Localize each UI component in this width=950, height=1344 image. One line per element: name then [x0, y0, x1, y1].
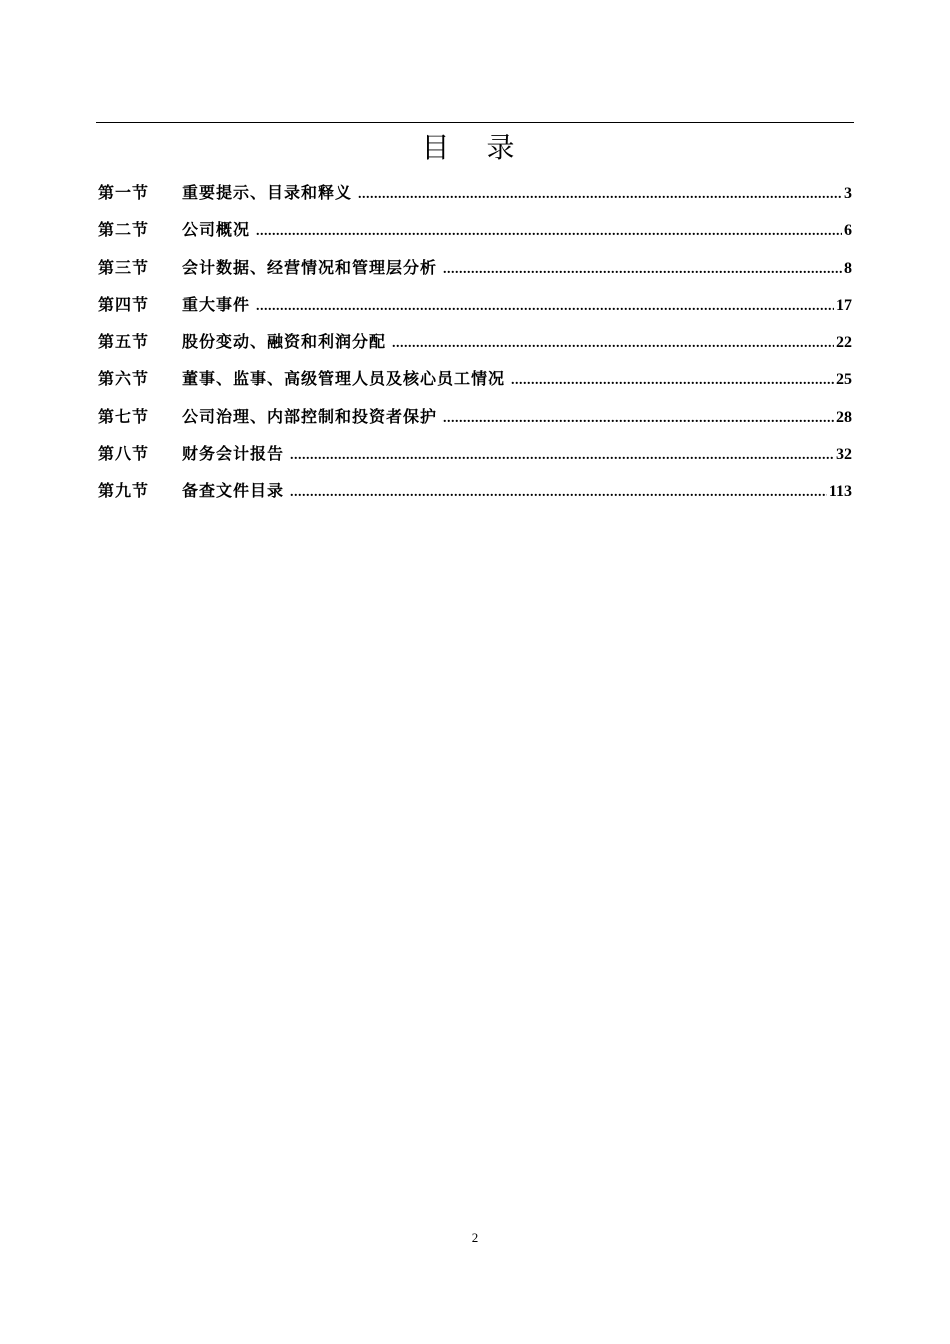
toc-page-number: 32 — [836, 446, 852, 464]
toc-dot-leader — [290, 441, 834, 471]
toc-section-number: 第八节 — [98, 444, 150, 464]
toc-entry[interactable] — [98, 253, 852, 290]
toc-section-title: 重要提示、目录和释义 — [182, 183, 353, 202]
toc-page-number: 22 — [836, 334, 852, 352]
toc-page-number: 25 — [836, 371, 852, 389]
toc-dot-leader — [443, 404, 834, 434]
toc-dot-leader — [443, 255, 842, 285]
toc-page-number: 28 — [836, 408, 852, 426]
toc-dot-leader — [511, 366, 834, 396]
toc-section-title: 董事、监事、高级管理人员及核心员工情况 — [182, 369, 506, 389]
toc-section-number: 第五节 — [98, 332, 150, 352]
header-rule — [96, 122, 854, 123]
toc-entry[interactable] — [98, 290, 852, 327]
toc-section-title: 股份变动、融资和利润分配 — [182, 332, 387, 352]
toc-page-number: 6 — [844, 222, 852, 240]
toc-dot-leader — [256, 217, 842, 247]
toc-section-title: 备查文件目录 — [182, 481, 285, 501]
toc-dot-leader — [256, 292, 834, 322]
toc-section-number: 第六节 — [98, 369, 150, 389]
toc-section-number: 第九节 — [98, 481, 150, 501]
toc-section-number: 第七节 — [98, 406, 150, 426]
toc-title: 目 录 — [421, 131, 529, 164]
toc-page-number: 3 — [844, 185, 852, 202]
toc-section-number: 第三节 — [98, 257, 150, 277]
toc-section-title: 会计数据、经营情况和管理层分析 — [182, 257, 438, 277]
toc-page-number: 8 — [844, 259, 852, 277]
toc-section-number: 第四节 — [98, 294, 150, 314]
toc-entry[interactable] — [98, 364, 852, 401]
toc-section-title: 财务会计报告 — [182, 444, 285, 464]
toc-entry[interactable] — [98, 215, 852, 252]
toc-section-title: 公司概况 — [182, 220, 251, 240]
toc-dot-leader — [290, 478, 827, 508]
toc-entry[interactable] — [98, 178, 852, 215]
toc-entry[interactable] — [98, 402, 852, 439]
toc-dot-leader — [392, 329, 834, 359]
toc-entry[interactable] — [98, 327, 852, 364]
toc-entry[interactable] — [98, 439, 852, 476]
toc-section-title: 公司治理、内部控制和投资者保护 — [182, 406, 438, 426]
toc-section-number: 第二节 — [98, 220, 150, 240]
toc-page-number: 113 — [828, 483, 852, 501]
toc-page-number: 17 — [836, 296, 852, 314]
toc-section-number: 第一节 — [98, 183, 150, 202]
page-footer-number: 2 — [471, 1230, 479, 1245]
toc-list — [98, 178, 852, 514]
toc-dot-leader — [358, 180, 842, 210]
toc-section-title: 重大事件 — [182, 294, 251, 314]
toc-entry[interactable] — [98, 476, 852, 513]
